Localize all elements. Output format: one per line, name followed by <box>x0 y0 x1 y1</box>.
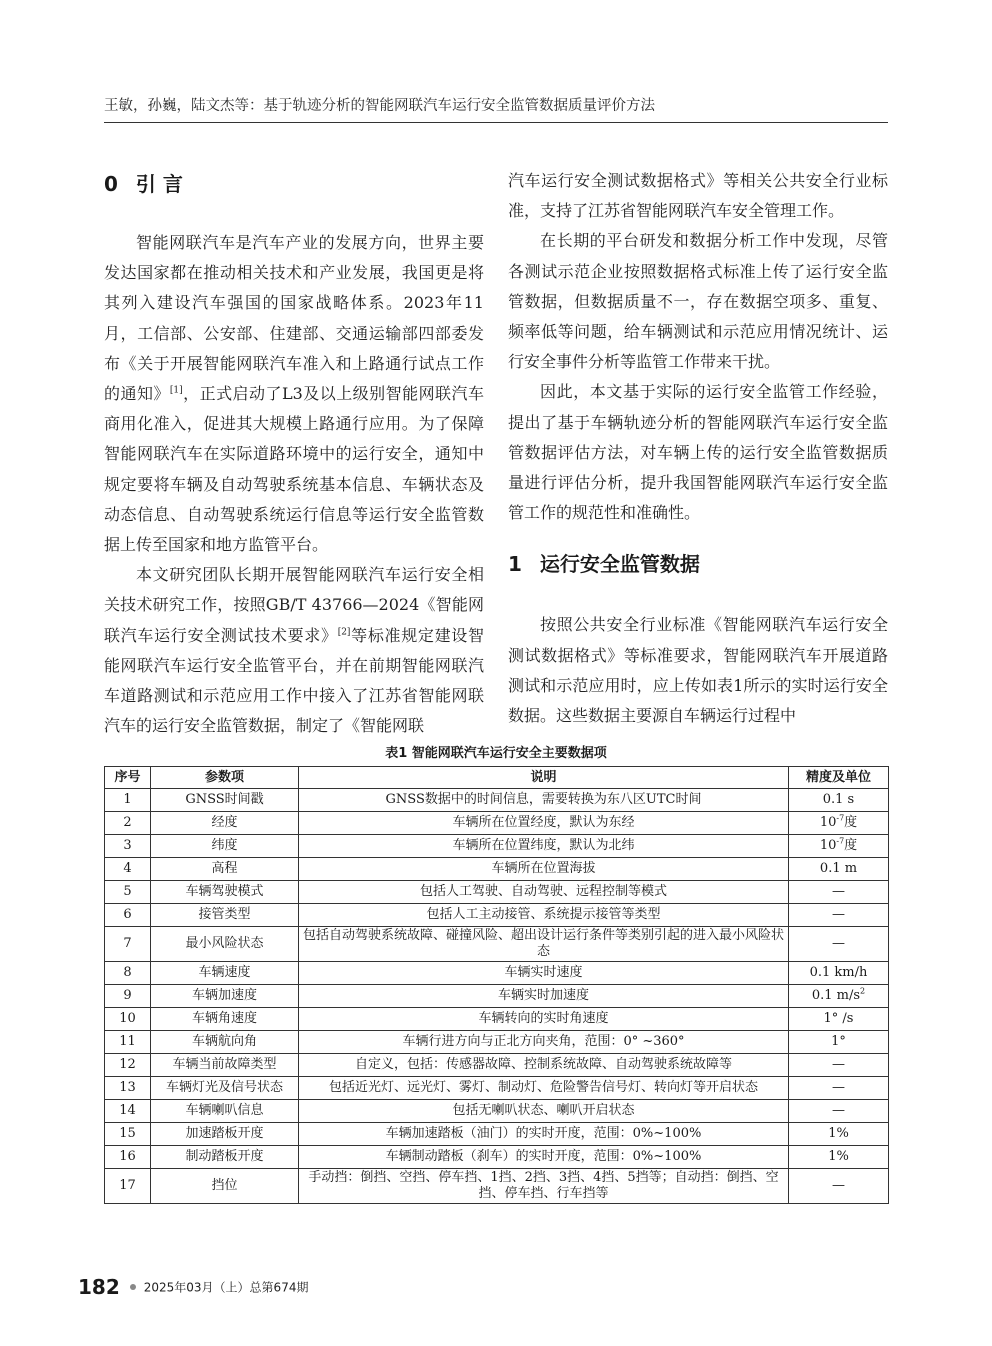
row-number-cell: 16 <box>105 1146 151 1169</box>
row-number-cell: 11 <box>105 1031 151 1054</box>
table-row <box>105 904 889 927</box>
description-cell: 包括人工驾驶、自动驾驶、远程控制等模式 <box>299 881 789 904</box>
row-number-cell: 13 <box>105 1077 151 1100</box>
precision-cell <box>789 812 889 835</box>
section-number: 0 <box>104 172 118 196</box>
precision-cell: 1° <box>789 1031 889 1054</box>
description-cell: 手动挡：倒挡、空挡、停车挡、1挡、2挡、3挡、4挡、5挡等；自动挡：倒挡、空挡、停车挡、行车挡等 <box>299 1169 789 1204</box>
precision-cell <box>789 835 889 858</box>
paragraph <box>104 228 484 560</box>
description-cell: 车辆实时速度 <box>299 962 789 985</box>
table-row <box>105 1008 889 1031</box>
row-number-cell: 4 <box>105 858 151 881</box>
row-number-cell: 8 <box>105 962 151 985</box>
parameter-cell: 车辆航向角 <box>151 1031 299 1054</box>
precision-cell: — <box>789 1054 889 1077</box>
section-title: 引 言 <box>135 172 183 196</box>
description-cell: 车辆所在位置海拔 <box>299 858 789 881</box>
description-cell: 包括人工主动接管、系统提示接管等类型 <box>299 904 789 927</box>
table-row <box>105 1169 889 1204</box>
header-cell: 序号 <box>105 767 151 789</box>
parameter-cell: 高程 <box>151 858 299 881</box>
page-number: 182 <box>78 1275 120 1299</box>
description-cell: GNSS数据中的时间信息，需要转换为东八区UTC时间 <box>299 789 789 812</box>
page-footer <box>78 1275 308 1299</box>
table-caption: 表1 智能网联汽车运行安全主要数据项 <box>385 746 607 761</box>
table-row <box>105 835 889 858</box>
description-cell: 车辆所在位置纬度，默认为北纬 <box>299 835 789 858</box>
precision-cell: 0.1 km/h <box>789 962 889 985</box>
header-cell: 参数项 <box>151 767 299 789</box>
row-number-cell: 6 <box>105 904 151 927</box>
parameter-cell: 车辆角速度 <box>151 1008 299 1031</box>
parameter-cell: 最小风险状态 <box>151 927 299 962</box>
left-column <box>104 166 484 741</box>
table-row <box>105 812 889 835</box>
parameter-cell: 车辆加速度 <box>151 985 299 1008</box>
table-header-row <box>105 767 889 789</box>
table-row <box>105 1146 889 1169</box>
table-row <box>105 1123 889 1146</box>
row-number-cell: 10 <box>105 1008 151 1031</box>
precision-cell: — <box>789 1169 889 1204</box>
precision-base: 10 <box>819 838 837 853</box>
row-number-cell: 15 <box>105 1123 151 1146</box>
table-row <box>105 1100 889 1123</box>
row-number-cell: 9 <box>105 985 151 1008</box>
row-number-cell: 12 <box>105 1054 151 1077</box>
precision-exponent: -7 <box>836 836 845 846</box>
table-row <box>105 1031 889 1054</box>
description-cell: 包括自动驾驶系统故障、碰撞风险、超出设计运行条件等类别引起的进入最小风险状态 <box>299 927 789 962</box>
precision-base: 0.1 m/s <box>811 988 861 1003</box>
bullet-dot <box>130 1284 136 1290</box>
paragraph-text: 等标准规定建设智能网联汽车运行安全监管平台，并在前期智能网联汽车道路测试和示范应用工作中接入了江苏省智能网联汽车的运行安全监管数据，制定了《智能网联 <box>104 625 484 736</box>
row-number-cell: 2 <box>105 812 151 835</box>
paragraph: 在长期的平台研发和数据分析工作中发现，尽管各测试示范企业按照数据格式标准上传了运行安全监管数据，但数据质量不一，存在数据空项多、重复、频率低等问题，给车辆测试和示范应用情况统计、运行安全事件分析等监管工作带来干扰。 <box>508 231 888 372</box>
table-row <box>105 858 889 881</box>
description-cell: 车辆行进方向与正北方向夹角，范围：0° ~360° <box>299 1031 789 1054</box>
precision-cell: 0.1 s <box>789 789 889 812</box>
paragraph-text: ，正式启动了L3及以上级别智能网联汽车商用化准入，促进其大规模上路通行应用。为了保障智能网联汽车在实际道路环境中的运行安全，通知中规定要将车辆及自动驾驶系统基本信息、车辆状态及动态信息、自动驾驶系统运行信息等运行安全监管数据上传至国家和地方监管平台。 <box>104 384 484 555</box>
section-number: 1 <box>508 552 522 577</box>
table-row <box>105 789 889 812</box>
precision-cell <box>789 985 889 1008</box>
header-cell: 说明 <box>299 767 789 789</box>
running-header: 王敏，孙巍，陆文杰等：基于轨迹分析的智能网联汽车运行安全监管数据质量评价方法 <box>104 96 888 123</box>
row-number-cell: 1 <box>105 789 151 812</box>
table-row <box>105 881 889 904</box>
table-row <box>105 1077 889 1100</box>
description-cell: 包括近光灯、远光灯、雾灯、制动灯、危险警告信号灯、转向灯等开启状态 <box>299 1077 789 1100</box>
parameter-cell: 经度 <box>151 812 299 835</box>
table-row <box>105 962 889 985</box>
parameter-cell: 车辆驾驶模式 <box>151 881 299 904</box>
precision-unit: 度 <box>844 815 858 830</box>
precision-cell: — <box>789 1100 889 1123</box>
paragraph: 按照公共安全行业标准《智能网联汽车运行安全测试数据格式》等标准要求，智能网联汽车开展道路测试和示范应用时，应上传如表1所示的实时运行安全数据。这些数据主要源自车辆运行过程中 <box>508 615 888 726</box>
parameter-cell: 挡位 <box>151 1169 299 1204</box>
table-row <box>105 927 889 962</box>
description-cell: 包括无喇叭状态、喇叭开启状态 <box>299 1100 789 1123</box>
precision-cell: 1% <box>789 1146 889 1169</box>
right-column <box>508 166 888 731</box>
paragraph <box>104 560 484 741</box>
parameter-cell: 车辆喇叭信息 <box>151 1100 299 1123</box>
header-cell: 精度及单位 <box>789 767 889 789</box>
section-1-heading <box>508 548 888 580</box>
paragraph-text: 智能网联汽车是汽车产业的发展方向，世界主要发达国家都在推动相关技术和产业发展，我国更是将其列入建设汽车强国的国家战略体系。2023年11月，工信部、公安部、住建部、交通运输部四部委发布《关于开展智能网联汽车准入和上路通行试点工作的通知》 <box>104 233 484 404</box>
table-row <box>105 1054 889 1077</box>
issue-info: 2025年03月（上）总第674期 <box>143 1280 309 1295</box>
parameter-cell: 制动踏板开度 <box>151 1146 299 1169</box>
precision-base: 10 <box>819 815 837 830</box>
precision-exponent: -7 <box>836 813 845 823</box>
row-number-cell: 14 <box>105 1100 151 1123</box>
parameter-cell: 加速踏板开度 <box>151 1123 299 1146</box>
row-number-cell: 17 <box>105 1169 151 1204</box>
paragraph-text: 本文研究团队长期开展智能网联汽车运行安全相关技术研究工作，按照GB/T 43766—2024《智能网联汽车运行安全测试技术要求》 <box>104 565 484 645</box>
paragraph-continued: 汽车运行安全测试数据格式》等相关公共安全行业标准，支持了江苏省智能网联汽车安全管理工作。 <box>508 171 888 221</box>
description-cell: 车辆所在位置经度，默认为东经 <box>299 812 789 835</box>
row-number-cell: 3 <box>105 835 151 858</box>
description-cell: 自定义，包括：传感器故障、控制系统故障、自动驾驶系统故障等 <box>299 1054 789 1077</box>
paragraph: 因此，本文基于实际的运行安全监管工作经验，提出了基于车辆轨迹分析的智能网联汽车运行安全监管数据评估方法，对车辆上传的运行安全监管数据质量进行评估分析，提升我国智能网联汽车运行安全监管工作的规范性和准确性。 <box>508 382 888 523</box>
precision-cell: — <box>789 904 889 927</box>
precision-cell: — <box>789 927 889 962</box>
precision-cell: — <box>789 1077 889 1100</box>
section-title: 运行安全监管数据 <box>539 552 700 577</box>
citation: [1] <box>169 385 183 396</box>
precision-cell: 0.1 m <box>789 858 889 881</box>
precision-unit: 度 <box>844 838 858 853</box>
parameter-cell: GNSS时间戳 <box>151 789 299 812</box>
data-items-table <box>104 766 889 1204</box>
description-cell: 车辆实时加速度 <box>299 985 789 1008</box>
parameter-cell: 纬度 <box>151 835 299 858</box>
parameter-cell: 接管类型 <box>151 904 299 927</box>
description-cell: 车辆转向的实时角速度 <box>299 1008 789 1031</box>
citation: [2] <box>337 627 351 638</box>
description-cell: 车辆加速踏板（油门）的实时开度，范围：0%~100% <box>299 1123 789 1146</box>
description-cell: 车辆制动踏板（刹车）的实时开度，范围：0%~100% <box>299 1146 789 1169</box>
precision-exponent: 2 <box>860 986 866 996</box>
parameter-cell: 车辆当前故障类型 <box>151 1054 299 1077</box>
row-number-cell: 7 <box>105 927 151 962</box>
section-0-heading <box>104 168 484 200</box>
parameter-cell: 车辆灯光及信号状态 <box>151 1077 299 1100</box>
precision-cell: 1% <box>789 1123 889 1146</box>
table-row <box>105 985 889 1008</box>
precision-cell: 1° /s <box>789 1008 889 1031</box>
row-number-cell: 5 <box>105 881 151 904</box>
parameter-cell: 车辆速度 <box>151 962 299 985</box>
precision-cell: — <box>789 881 889 904</box>
